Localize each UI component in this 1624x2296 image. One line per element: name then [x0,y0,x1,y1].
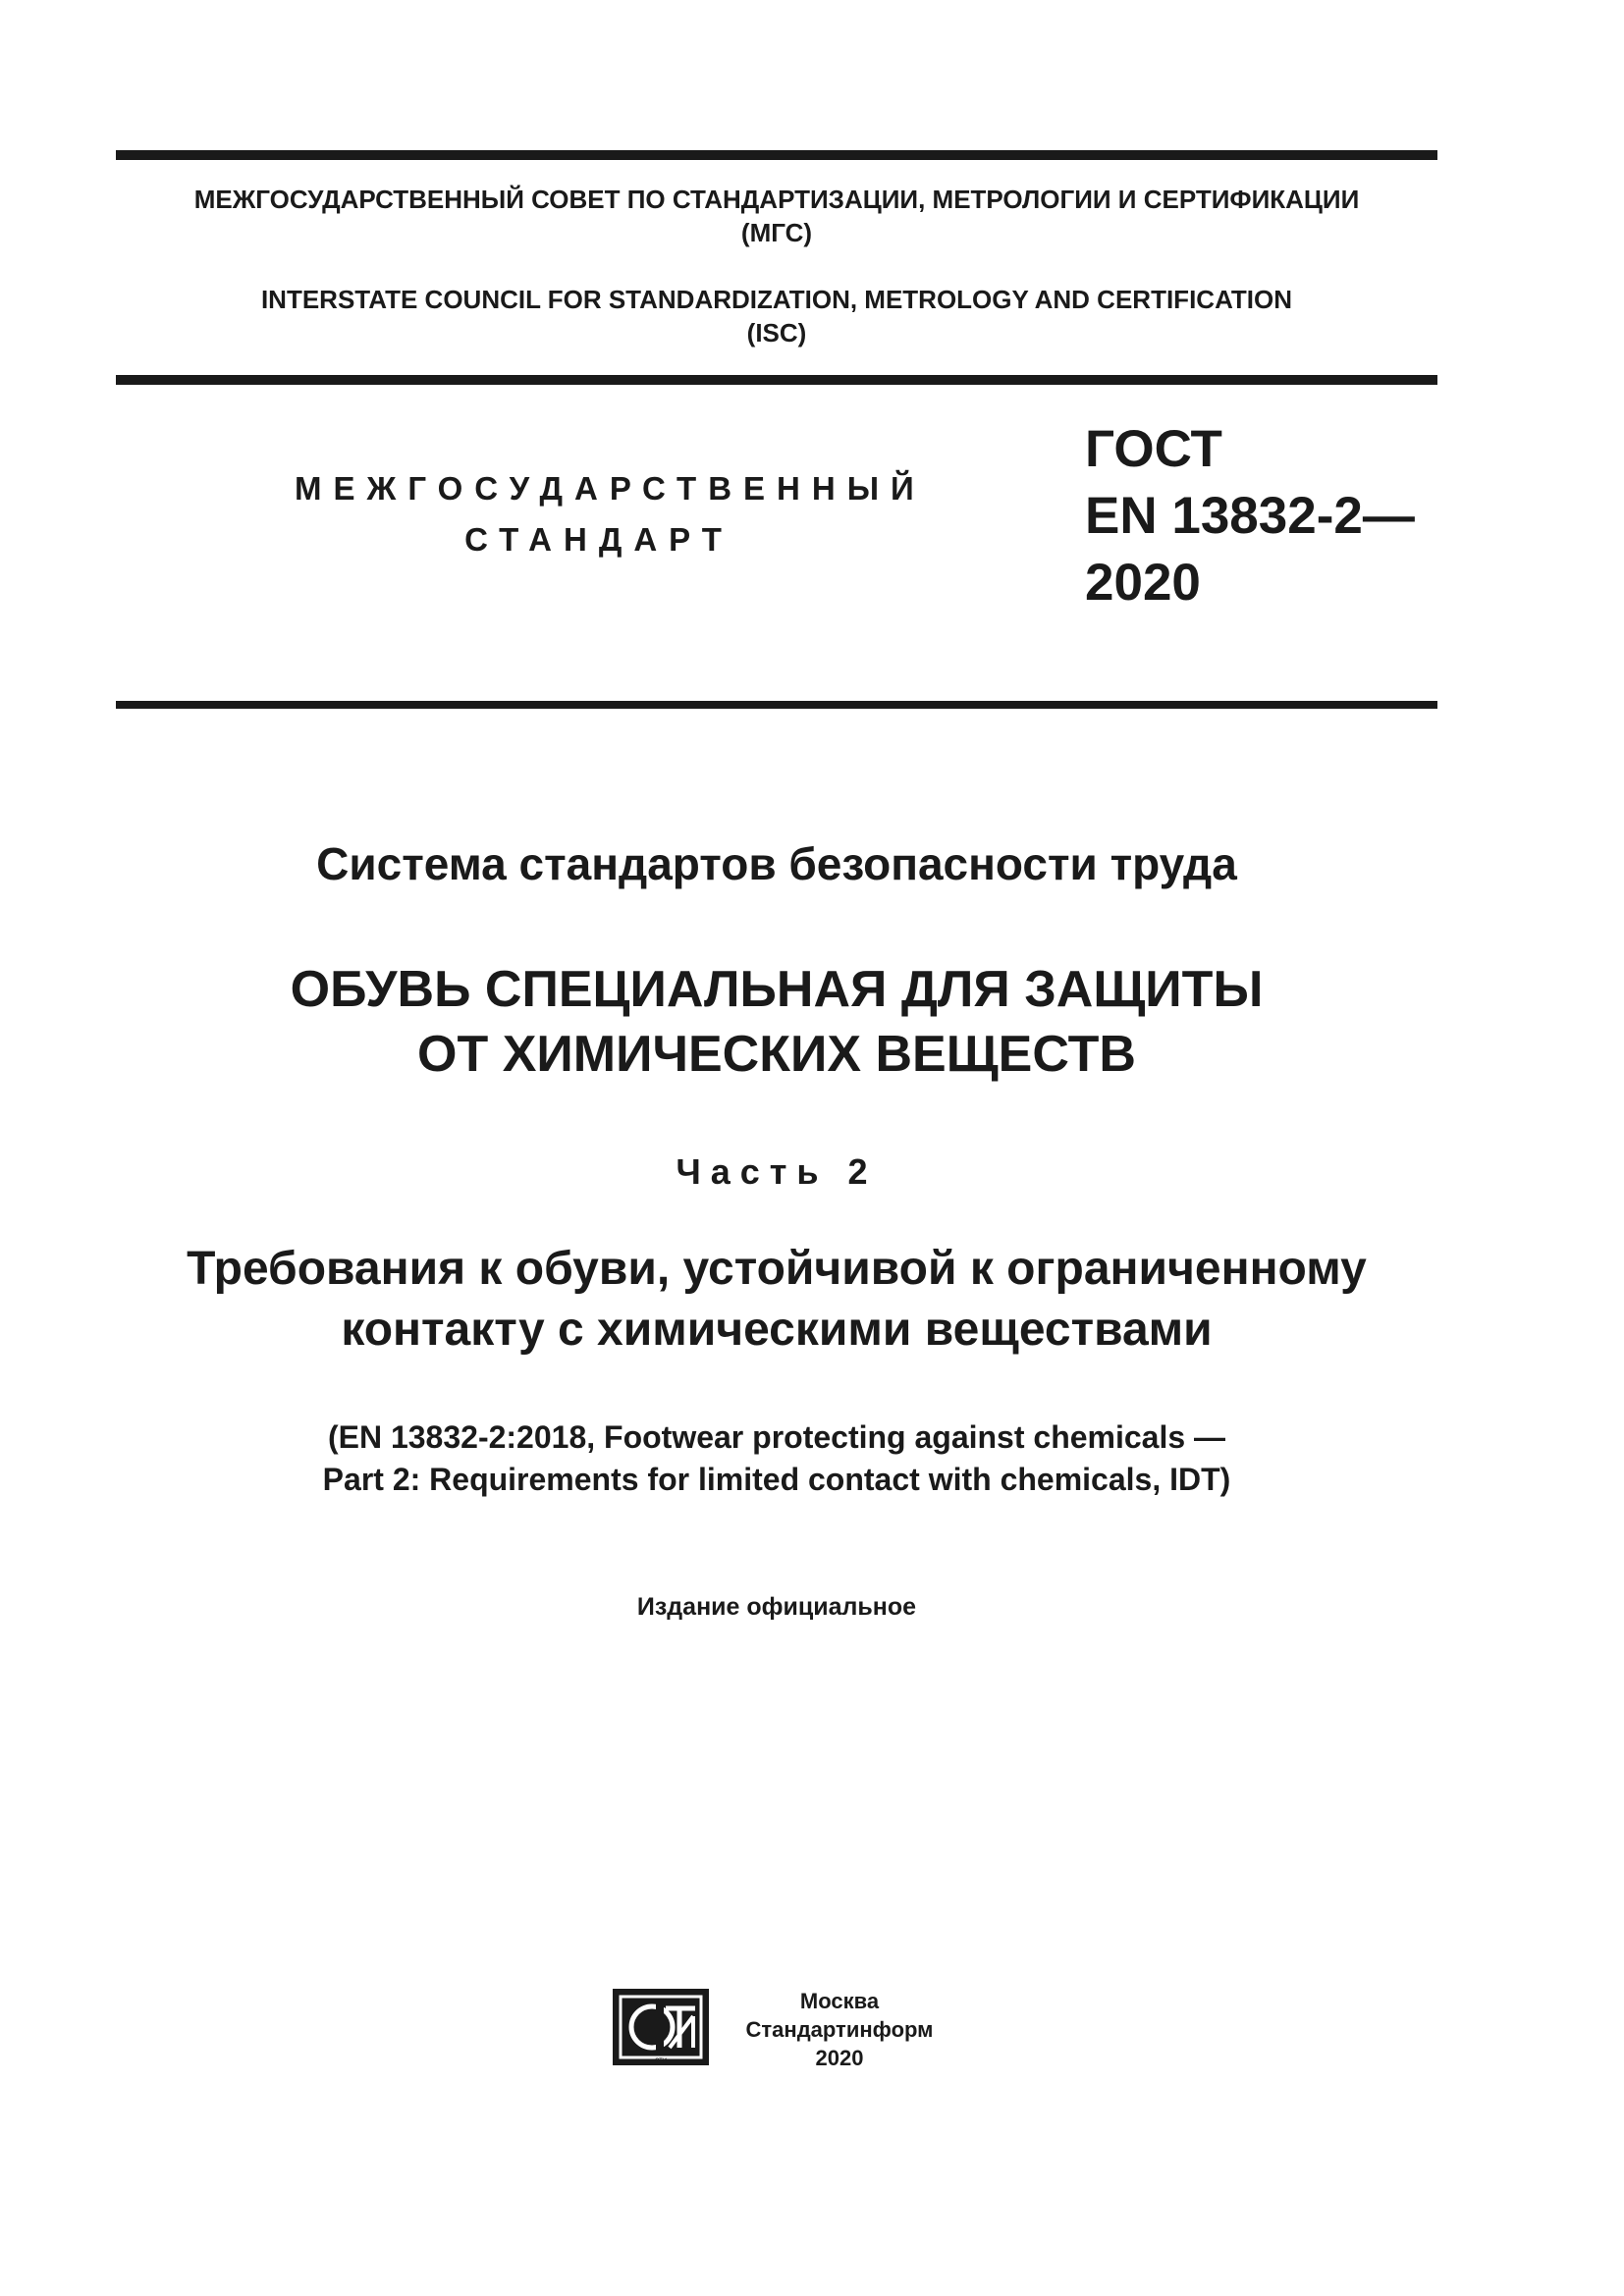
publisher-city: Москва [799,1989,880,2013]
designation-line2: EN 13832-2— [1085,487,1415,545]
designation-line3: 2020 [1085,554,1201,612]
original-line1: (EN 13832-2:2018, Footwear protecting against chemicals — [327,1419,1226,1455]
original-line2: Part 2: Requirements for limited contact with chemicals, IDT) [322,1462,1231,1497]
document-subtitle [116,1239,1437,1361]
header-divider [116,375,1437,385]
council-en-abbr: (ISC) [746,318,807,347]
designation-divider [116,701,1437,709]
title-line1: ОБУВЬ СПЕЦИАЛЬНАЯ ДЛЯ ЗАЩИТЫ [290,961,1264,1018]
edition-note: Издание официальное [636,1593,917,1621]
publisher-block [736,1987,943,2072]
subtitle-line1: Требования к обуви, устойчивой к ограниченному [187,1243,1367,1295]
standard-kind-line1: МЕЖГОСУДАРСТВЕННЫЙ [295,470,926,507]
council-ru-abbr: (МГС) [740,218,813,247]
designation-line1: ГОСТ [1085,420,1222,478]
document-title [116,957,1437,1087]
publisher-name: Стандартинформ [745,2017,934,2042]
series-title: Система стандартов безопасности труда [316,838,1237,889]
council-en-name: INTERSTATE COUNCIL FOR STANDARDIZATION, METROLOGY AND CERTIFICATION [260,285,1293,314]
standard-designation [1085,416,1415,616]
publisher-year: 2020 [815,2046,864,2070]
council-en [116,283,1437,349]
subtitle-line2: контакту с химическими веществами [341,1304,1213,1356]
top-divider [116,150,1437,160]
title-line2: ОТ ХИМИЧЕСКИХ ВЕЩЕСТВ [417,1026,1136,1083]
logo-text: СТИ [654,2058,668,2064]
original-standard-reference [116,1416,1437,1501]
standard-kind [295,463,926,565]
standard-kind-line2: СТАНДАРТ [464,521,733,558]
council-ru [116,183,1437,249]
publisher-logo-icon [611,1987,711,2067]
council-ru-name: МЕЖГОСУДАРСТВЕННЫЙ СОВЕТ ПО СТАНДАРТИЗАЦИИ, МЕТРОЛОГИИ И СЕРТИФИКАЦИИ [193,185,1360,214]
part-label: Часть 2 [676,1151,878,1192]
